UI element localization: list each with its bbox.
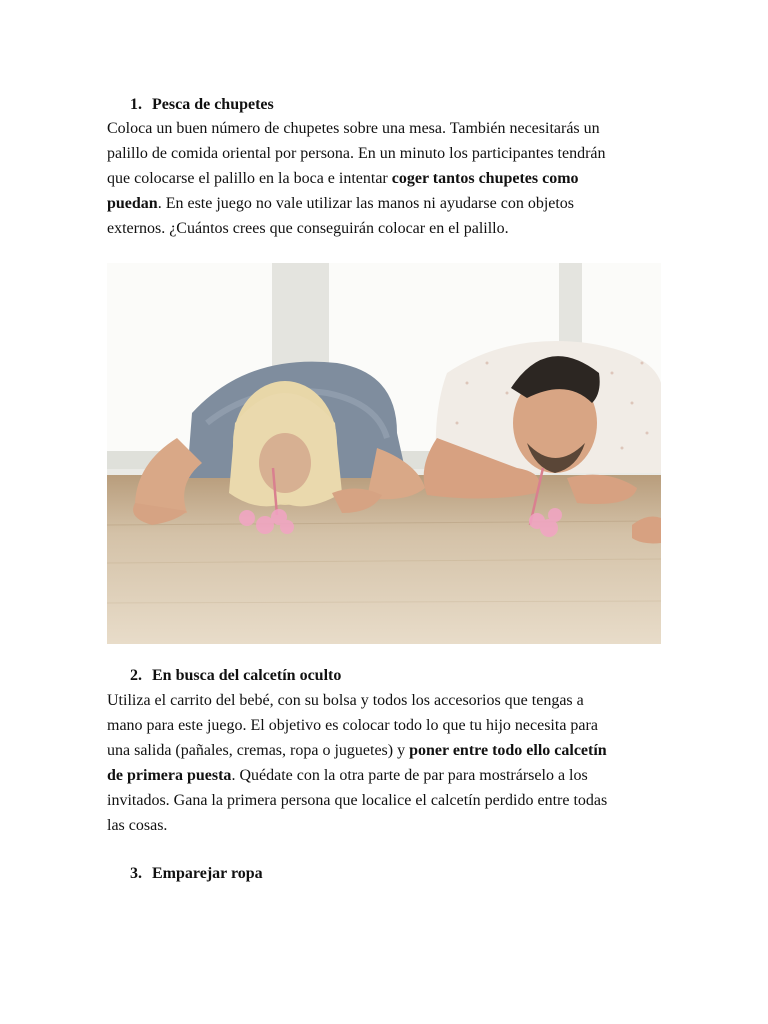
paragraph-line: Utiliza el carrito del bebé, con su bolsa y todos los accesorios que tengas a bbox=[107, 692, 584, 709]
section-1-number: 1. bbox=[130, 96, 142, 113]
paragraph-line: invitados. Gana la primera persona que localice el calcetín perdido entre todas bbox=[107, 792, 608, 809]
section-1-heading bbox=[130, 95, 274, 115]
section-1-paragraph bbox=[107, 116, 661, 241]
text-span: . Quédate con la otra parte de par para mostrárselo a los bbox=[231, 767, 588, 784]
section-1-title: Pesca de chupetes bbox=[152, 96, 274, 113]
paragraph-line bbox=[107, 166, 661, 191]
section-3-title: Emparejar ropa bbox=[152, 865, 263, 882]
paragraph-line bbox=[107, 763, 661, 788]
bold-text-span: coger tantos chupetes como bbox=[391, 170, 579, 187]
paragraph-line: las cosas. bbox=[107, 817, 168, 834]
paragraph-line: Coloca un buen número de chupetes sobre una mesa. También necesitarás un bbox=[107, 120, 600, 137]
bold-text-span: poner entre todo ello calcetín bbox=[409, 742, 607, 759]
section-2-paragraph bbox=[107, 688, 661, 838]
paragraph-line: mano para este juego. El objetivo es colocar todo lo que tu hijo necesita para bbox=[107, 717, 598, 734]
section-2-title: En busca del calcetín oculto bbox=[152, 667, 342, 684]
photo-pacifier-game bbox=[107, 263, 661, 644]
section-3-heading bbox=[130, 864, 263, 884]
paragraph-line bbox=[107, 191, 661, 216]
section-3-number: 3. bbox=[130, 865, 142, 882]
paragraph-line bbox=[107, 738, 661, 763]
bold-text-span: puedan bbox=[107, 195, 158, 212]
photo-illustration bbox=[107, 263, 661, 644]
text-span: que colocarse el palillo en la boca e intentar bbox=[107, 170, 392, 187]
section-2-number: 2. bbox=[130, 667, 142, 684]
bold-text-span: de primera puesta bbox=[107, 767, 232, 784]
paragraph-line: externos. ¿Cuántos crees que conseguirán colocar en el palillo. bbox=[107, 220, 509, 237]
text-span: una salida (pañales, cremas, ropa o juguetes) y bbox=[107, 742, 410, 759]
text-span: . En este juego no vale utilizar las manos ni ayudarse con objetos bbox=[157, 195, 575, 212]
section-2-heading bbox=[130, 666, 341, 686]
paragraph-line: palillo de comida oriental por persona. En un minuto los participantes tendrán bbox=[107, 145, 606, 162]
